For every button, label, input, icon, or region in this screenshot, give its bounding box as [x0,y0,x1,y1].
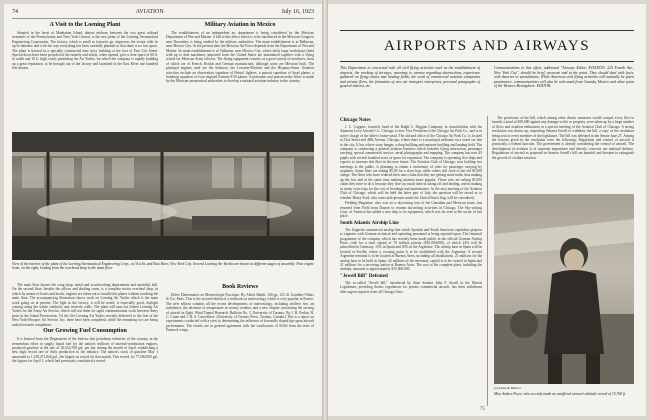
aviatrix-photo [494,194,634,384]
left-page [4,4,322,416]
military-text: The establishment of an independent air department is being considered by the Mexican Department of War and Marine. A bill to this effect which is to be introduced in the Mexican Congress next December, is being studied by the military authorities. The main establishment is at Balbuena, near Mexico City. At the present time the Mexican Air Force depends from the Department of War and Marine. Its main establishment is at Valbuena, near Mexico City, where fairly large workshops fitted with up to date machinery imported from the United States are maintained together with a flying school for Mexican Army officers. The flying equipment consists of a great variety of machines, most of which are of French, British and German manufacture, although some are Mexican built. The principal engines used are the Salmson, the Lorraine-Dietrich and the Hispano-Suiza. Aviation activities include an observation squadron of Bristol fighters, a pursuit squadron of Spad planes, a bombing squadron of twin engined Farman F.50 planes. A persistent and praiseworthy effort is made by the Mexican aeronautical authorities to develop a national aviation industry in the country. [166,31,314,84]
visit-continued [12,283,158,409]
book-reviews-text: Effets Elementaires en Meteorologie Practique. By Albert Baldit. 160 pp. 125 ill. Gauthier-Villars & Cie, Paris. This is the second edition of a textbook on meteorology which is very popular in France. The new edition contains all the recent developments of meteorology, including artillery fire, air turbulence, the decrease of temperature in stormy weather, and a new chapter concerning the serving of aircraft in flight. Wind Tunnel Research. Bulletin No. 3, University of Toronto. By J. H. Parkin, H. C. Crane and J. R. S. Cancelliere. (University of Toronto Press, Toronto, Canada.) This is a report on experiments conducted with a view to determining the influence of forwardly sloped tips upon aircraft performance. The results are in general agreement with the conclusions of Eiffel from the tests of Pennock wings. [166,293,314,333]
visit-article [12,21,158,129]
chicago-notes-title: Chicago Notes [340,118,371,123]
factory-photo-caption: View of the interior of the plant of the Loening Aeronautical Engineering Corp., at 31st St. and East River, New York City. Several Loening Air Yachts are shown in different stages of assembly. Note engine hoist, on the right, leading from the overhead shop to the main floor [12,262,314,271]
chicago-notes-cont: Fielding Magazine, who was on a skywriting tour of the Canadian and Mexican states, has returned from Field from Dayton to resume skywriting activities in Chicago. The Sky-writing Corp. of America has added a new ship to its equipment, which was for sent to the sector of last place. [340,201,482,219]
chicago-notes-column [340,116,482,408]
aviatrix-photo-illustration [494,194,634,384]
factory-photo-illustration [12,132,314,260]
factory-interior-photo [12,132,314,260]
left-page-number: 74 [12,9,18,15]
photo-credit: (c) Kadel & Herbert [494,386,521,390]
south-atlantic-text: The Zeppelin commercial airship line which Spanish and South American capitalists propose to organize with German technical and operating personnel is being reported upon. The financial programme of the company which has recently been made public in the official German Airship Press, calls for a total capital of 70 million pesetas ($10,000,000), of which 24% will be subscribed in Germany, 15% in Spain and 49% in the Argentine. The airship base in Spain will be located at Seville, where a crossing point is to be established with the Argentine. A second Argentine terminal is to be located at Buenos Aires, including all installations. 21 millions for the airship base to be built in Spain, 42 millions of the necessary capital is to be created in Spain and 21 millions for a receiving station at Buenos Aires. The cost of the complete plant, including the airships, amounts to approximately $15,000,000. [340,227,482,272]
chicago-notes-text: J. C. Coggins, formerly head of the Ralph C. Diggins Company, in consolidation with the Ammons Levy Aircraft Co., Chicago, is now Vice President of the Chicago Air Park Co., and is in active charge of the latter's home-stead. The old and office of the Chicago Air Park Co. is located at 53rd Street and 48th Avenue, Chicago, where there is a municipal airdrome on a street car line to the city. It has a three story hangar, a shop building and separate building and landing field. The company is conducting a general aviation business which includes flying instruction, passenger carrying, special commercial service, aerial photography and mapping. The company has now 45 pupils with several hundred acres of space for expansion. The company is operating five ships and expects to increase this fleet in the near future. The Aviation Club of Chicago, now holding two meetings to the public, is planning to obtain a uniformity of rules for passenger carrying by airplanes. Some fliers are asking $5.00 for a short hop, while others still stick to the old $10.00 charge. The fliers who have reduced their rates claim that they are getting more trade, thus making up the loss and at the same time making aviation more popular. Those who are asking $10.00 claim they have to do it because they lose too much time in taking off and landing, and in making so many extra trips for the cost of breakage and maintenance. At the next meeting of the Aviation Club of Chicago, which will be held the latter part of July, the question will be raised as to whether Henry Ford, who owns and operates under the United States flag, will be considered. [340,125,482,200]
right-column-lower [166,283,314,409]
department-intro-2: Communications to this effort, addressed "Airways Editor, AVIATION, 225 Fourth Ave., New York City", should be brief, accurate and to the point. They should deal with facts, with theories or speculations. While American civil flying activities will naturally be given prominence, communications will also be welcomed from Canada, Mexico and other parts of the Western Hemisphere. EDITOR. [494,66,634,88]
jewell-bill-text: The so-called "Jewell bill," introduced by State Senator John F. Jewell in the Illinois Legislature, providing drastic regulations for private commercial aircraft, has been withdrawn after urgent requests from all Chicago fliers. [340,280,482,294]
south-atlantic-title: South Atlantic Airship Line [340,220,399,226]
military-article [166,21,314,129]
right-page [328,4,646,416]
book-reviews-title: Book Reviews [222,284,258,290]
jewell-bill-title: "Jewell Bill" Defeated [340,273,388,279]
right-page-number: 75 [480,407,485,412]
aviatrix-caption: Miss Andree Peyre, who recently made an unofficial women's altitude record of 15,700 ft. [494,392,626,396]
left-running-head [12,9,314,19]
military-title: Military Aviation in Mexico [204,22,276,28]
department-intro: This Department is concerned with all civil flying activities such as the establishment of airports, the working of airways, warnings to airmen regarding obstructions, experience gathered on flying routes and landing fields, the work of commercial aviation companies and private fliers, the formation of new air transport enterprises, personal paragraphs of general interest, etc. [340,66,480,88]
section-banner-title: AIRPORTS AND AIRWAYS [383,37,591,54]
visit-title: A Visit to the Loening Plant [49,22,121,28]
jewell-continued-column [492,116,634,192]
left-running-title: AVIATION [135,9,164,15]
growing-text: It is learned from the Department of the Interior that petroleum refineries of the country, in the tremendous effort to supply liquid fuel for the nation's millions of internal-combustion engines, produced gasoline at the rate of 20,634,788 gal. per day during the month of April, establishing a new high record rate of daily production in the industry. The nation's stock of gasoline May 1 amounted to 1,318,471,826 gal., the largest on record for that month. This record, by 77,000,000 gal. the figures for April 1, which had previously constituted a record. [12,337,158,364]
visit-cont-text: The main floor houses the wing shop, metal and woodworking departments and assembly hall. On the second floor, besides the offices and drafting room, is a complete motor overhaul shop, in which by means of hoists and hooks, engines are taken out or installed in planes without touching the main floor. The accompanying illustration shows work on Loening Air Yachts which is the main work going on at present. The light in the factory, it will be noted, is especially good, daylight coming along the whole southerly and westerly walls. The plant will turn out fifteen Loening Air Yachts for the Army Air Service, which will use them for rapid communication work between Army posts in the Island Possessions. Of the five Loening Air Yachts recently delivered to the first of the New York-Newport Air Service, Inc. three have been completed, while the remaining two are being rushed towards completion. [12,283,158,327]
growing-title: Our Growing Fuel Consumption [43,328,127,335]
jewell-bill-cont: The provisions of the bill, which among other drastic measures would compel every flier to furnish a bond of $50,000 against any damage to life or property, were taken up by a large number of fliers and aviation enthusiasts at a special meeting of the Aviation Club of Chicago. A strong resolution was drawn up, requesting Senator Jewell to withdraw the bill, a copy of the resolution being sent to every member of the legislature. The bill was defeated in the Senate June 27. Among the reasons given in the resolution were the following: Regulation and control of aircraft is practically a federal function. The government is already considering the control of aircraft. The development of aviation is of supreme importance and directly concerns our national defense. Regulations of aircraft as proposed in Senator Jewell's bill are harmful and threaten to extinguish the growth of civilian aviation. [492,116,634,160]
visit-text: Situated in the heart of Manhattan Island, almost midway between the two great railroad terminals of the Pennsylvania and New York Central, is the new plant of the Loening Aeronautical Engineering Corporation. The factory, which is small as factories go, impresses the visitor with its up-to-dateness and with the way everything has been carefully planned so that there is no lost space. The plant is housed in a specially constructed nine story building at the foot of East 31st Street. Special doors have been provided at the easterly end which, when opened, give a clear space of 60 ft. in width and 18 ft. high, easily permitting the Air Yachts, for which the company is rapidly building up a great reputation, to be brought out of the factory and launched in the East River one hundred feet distant. [12,31,158,71]
section-banner [340,30,634,62]
column-divider [487,116,488,406]
left-date: July 16, 1923 [281,9,314,15]
